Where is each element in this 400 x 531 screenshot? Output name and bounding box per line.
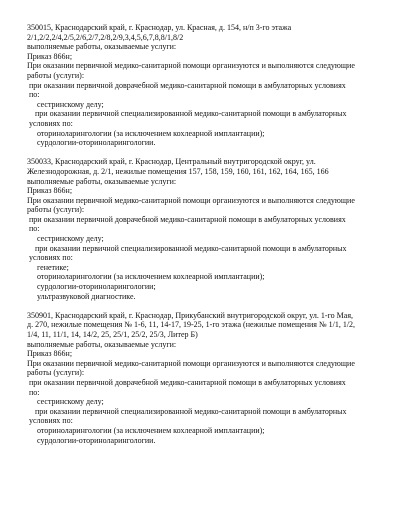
text-line: сестринскому делу;: [37, 397, 104, 407]
text-line: по:: [29, 224, 40, 234]
text-line: работы (услуги):: [27, 205, 85, 215]
text-line: оториноларингологии (за исключением кохлеарной имплантации);: [37, 128, 265, 138]
text-line: Приказ 866н;: [27, 349, 73, 359]
text-line: сурдологии-оториноларингологии.: [37, 435, 156, 445]
text-line: при оказании первичной специализированной медико-санитарной помощи в амбулаторных: [35, 406, 347, 416]
text-line: генетике;: [37, 262, 69, 272]
text-line: Железнодорожная, д. 2/1, нежилые помещения 157, 158, 159, 160, 161, 162, 164, 165, 166: [27, 166, 329, 176]
text-line: сестринскому делу;: [37, 234, 104, 244]
text-line: выполняемые работы, оказываемые услуги:: [27, 176, 177, 186]
text-line: выполняемые работы, оказываемые услуги:: [27, 42, 177, 52]
text-line: 350901, Краснодарский край, г. Краснодар, Прикубанский внутригородской округ, ул. 1-го Мая,: [27, 310, 354, 320]
text-line: условиях по:: [29, 118, 73, 128]
text-line: 350015, Краснодарский край, г. Краснодар, ул. Красная, д. 154, н/п 3-го этажа: [27, 23, 292, 32]
text-line: при оказании первичной доврачебной медико-санитарной помощи в амбулаторных условиях: [29, 377, 346, 387]
text-line: по:: [29, 90, 40, 100]
text-line: оториноларингологии (за исключением кохлеарной имплантации);: [37, 272, 265, 282]
text-line: 350033, Краснодарский край, г. Краснодар, Центральный внутригородской округ, ул.: [27, 157, 316, 167]
text-line: Приказ 866н;: [27, 51, 73, 61]
text-line: ультразвуковой диагностике.: [37, 291, 136, 301]
text-line: сурдологии-оториноларингологии.: [37, 138, 156, 148]
text-line: работы (услуги):: [27, 368, 85, 378]
address-block: [27, 157, 384, 301]
text-line: при оказании первичной доврачебной медико-санитарной помощи в амбулаторных условиях: [29, 80, 346, 90]
text-line: работы (услуги):: [27, 70, 85, 80]
text-line: выполняемые работы, оказываемые услуги:: [27, 339, 177, 349]
text-line: При оказании первичной медико-санитарной помощи организуются и выполняются следующие: [27, 195, 355, 205]
text-line: при оказании первичной специализированной медико-санитарной помощи в амбулаторных: [35, 243, 347, 253]
address-block: [27, 311, 384, 445]
text-line: условиях по:: [29, 253, 73, 263]
text-line: сестринскому делу;: [37, 99, 104, 109]
text-line: 2/1,2/2,2/4,2/5,2/6,2/7,2/8,2/9,3,4,5,6,7,8,8/1,8/2: [27, 32, 184, 42]
text-line: д. 270, нежилые помещения № 1-6, 11, 14-17, 19-25, 1-го этажа (нежилые помещения № 1/1, 1/2,: [27, 320, 356, 330]
text-line: При оказании первичной медико-санитарной помощи организуются и выполняются следующие: [27, 358, 355, 368]
text-line: при оказании первичной специализированной медико-санитарной помощи в амбулаторных: [35, 109, 347, 119]
text-line: 1/4, 11, 11/1, 14, 14/2, 25, 25/1, 25/2, 25/3, Литер Б): [27, 330, 198, 339]
text-line: условиях по:: [29, 416, 73, 426]
text-line: При оказании первичной медико-санитарной помощи организуются и выполняются следующие: [27, 61, 355, 71]
text-line: при оказании первичной доврачебной медико-санитарной помощи в амбулаторных условиях: [29, 214, 346, 224]
text-line: сурдологии-оториноларингологии;: [37, 282, 156, 292]
text-line: оториноларингологии (за исключением кохлеарной имплантации);: [37, 425, 265, 435]
text-line: Приказ 866н;: [27, 186, 73, 196]
address-block: [27, 23, 384, 148]
text-line: по:: [29, 387, 40, 397]
